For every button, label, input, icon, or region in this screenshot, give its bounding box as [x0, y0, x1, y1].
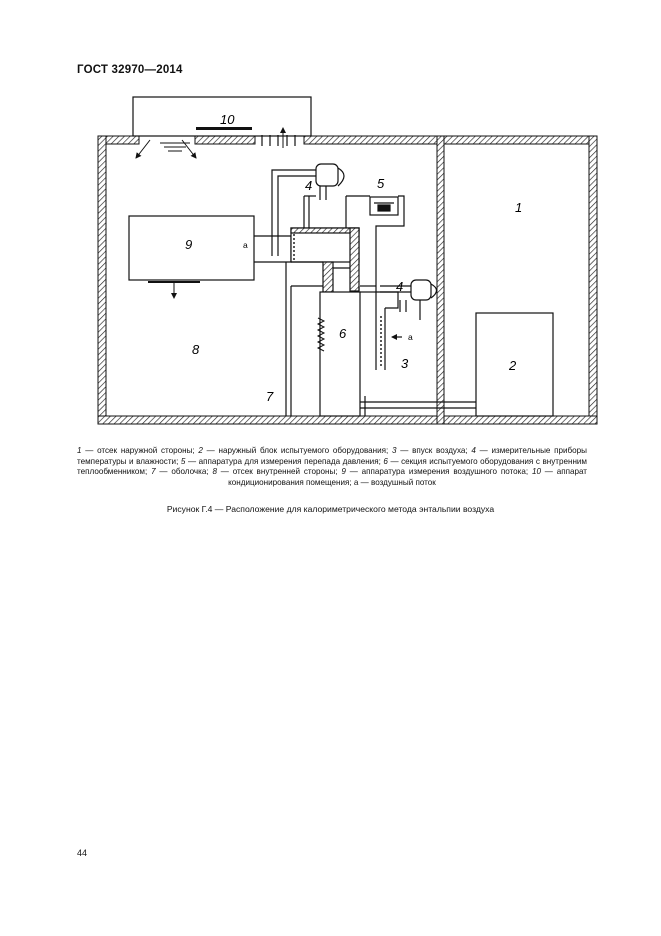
- label-9: 9: [185, 237, 193, 252]
- label-10: 10: [220, 112, 235, 127]
- label-3: 3: [401, 356, 409, 371]
- document-code-header: ГОСТ 32970—2014: [77, 64, 183, 76]
- label-7: 7: [266, 389, 274, 404]
- calorimeter-diagram: [0, 0, 661, 440]
- refrigerant-lines: [360, 396, 476, 416]
- label-4-lower: 4: [396, 279, 404, 294]
- airflow-apparatus-9: [129, 216, 291, 298]
- label-airflow-a-right: а: [408, 332, 413, 342]
- figure-caption: Рисунок Г.4 — Расположение для калориметрического метода энтальпии воздуха: [166, 504, 495, 514]
- label-airflow-a-left: а: [243, 240, 248, 250]
- label-2: 2: [509, 358, 517, 373]
- indoor-section-6: [318, 292, 360, 416]
- figure-legend: 1 — отсек наружной стороны; 2 — наружный блок испытуемого оборудования; 3 — впуск воздуха; 4 — измерительные приборы температуры и влажности; 5 — аппаратура для измерения перепада давления; 6 — секция испытуемого оборудования с внутренним теплообменником; 7 — оболочка; 8 — отсек внутренней стороны; 9 — аппаратура измерения воздушного потока; 10 — аппарат кондиционирования помещения; а — воздушный поток: [77, 446, 588, 487]
- page-number: 44: [77, 848, 88, 858]
- label-4-upper: 4: [305, 178, 313, 193]
- label-5: 5: [377, 176, 385, 191]
- label-6: 6: [339, 326, 347, 341]
- room-conditioner-10: [133, 97, 311, 158]
- label-8: 8: [192, 342, 200, 357]
- label-1: 1: [515, 200, 523, 215]
